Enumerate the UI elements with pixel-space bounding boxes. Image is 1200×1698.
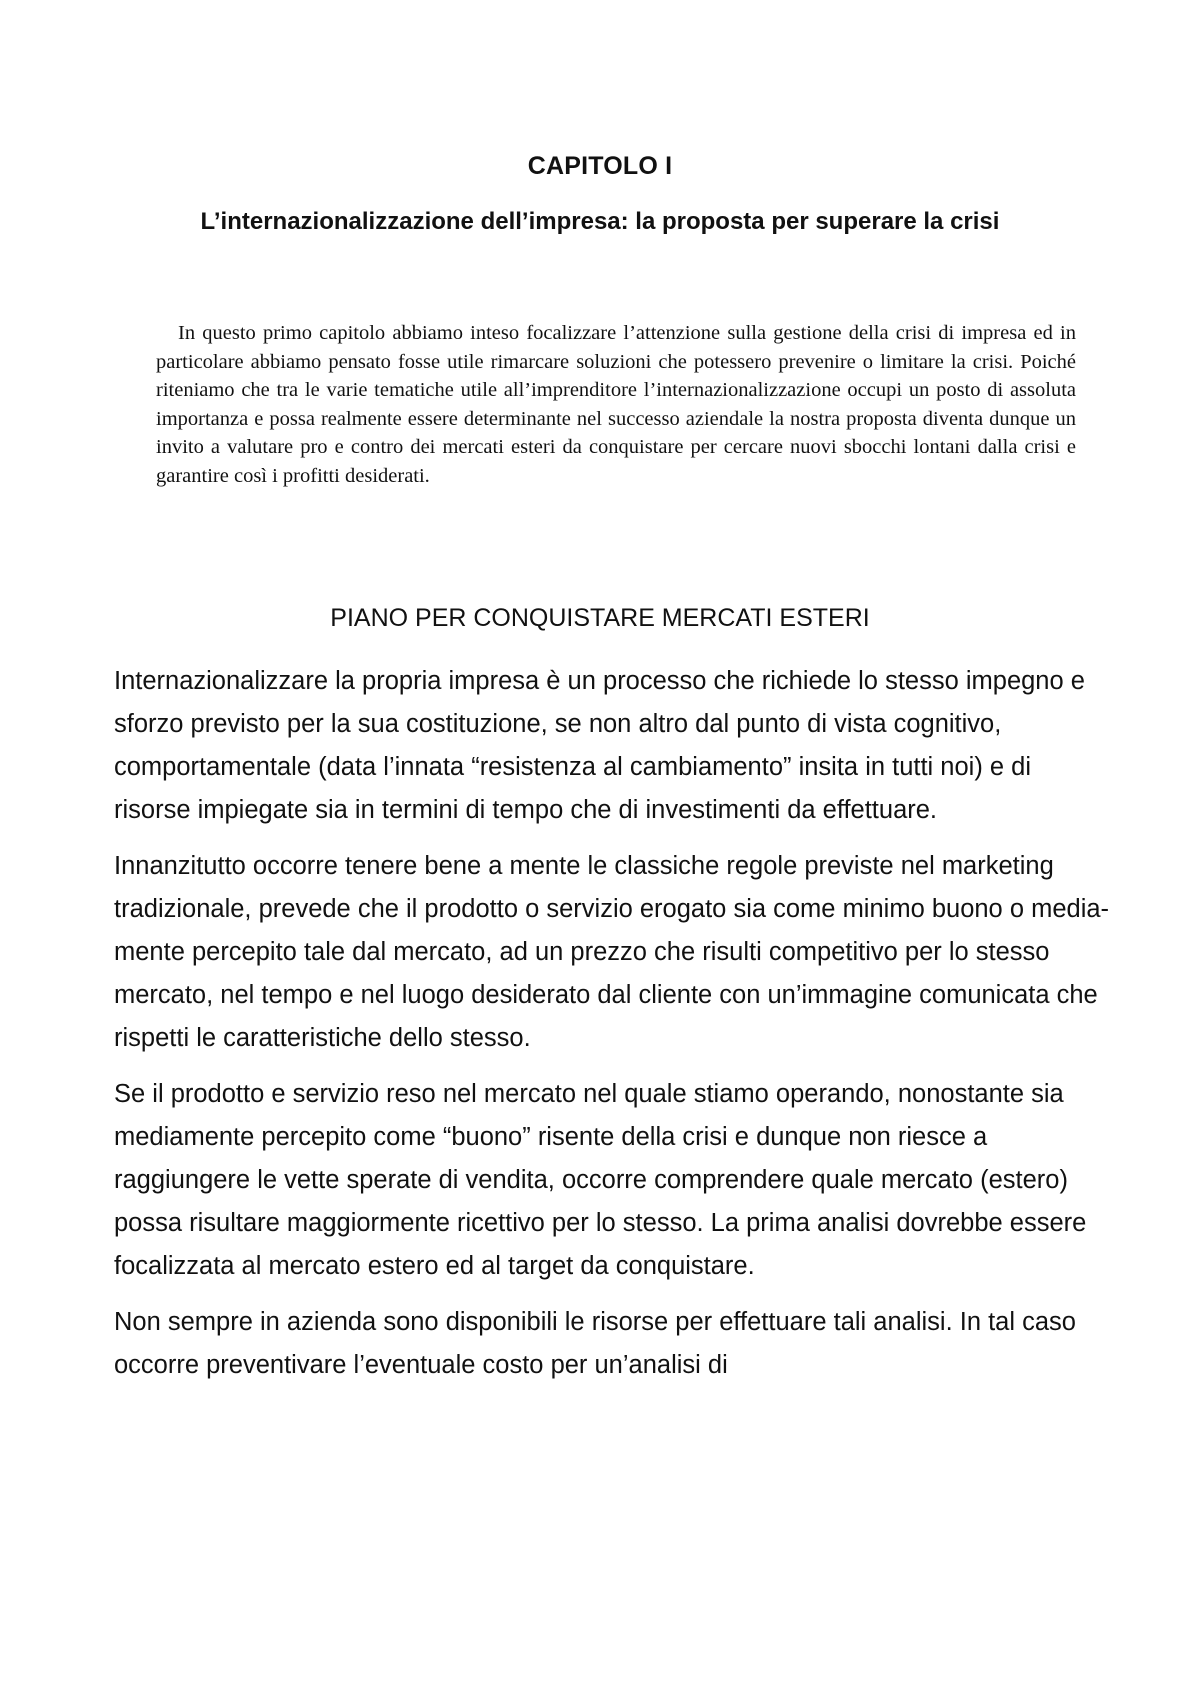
body-paragraph: Internazionalizzare la propria impresa è un processo che richiede lo stesso impegno e sforzo previsto per la sua costituzione, se non altro dal punto di vista cognitivo, comportamentale (data l’innata “resistenza al cambiamento” insita in tutti noi) e di risorse impiegate sia in termini di tempo che di investimenti da effettuare. <box>114 667 1085 824</box>
chapter-title: L’internazionalizzazione dell’impresa: la proposta per superare la crisi <box>200 208 1000 235</box>
section-heading: PIANO PER CONQUISTARE MERCATI ESTERI <box>330 604 870 632</box>
body-text <box>114 660 1114 1400</box>
body-paragraph: Innanzitutto occorre tenere bene a mente le classiche regole previste nel marketing tradizionale, prevede che il prodotto o servizio erogato sia come minimo buono o media- mente percepito tale dal mercato, ad un prezzo che risulti competitivo per lo stesso mercato, nel tempo e nel luogo desiderato dal cliente con un’immagine comunicata che rispetti le caratteristiche dello stesso. <box>114 852 1110 1052</box>
abstract-paragraph: In questo primo capitolo abbiamo inteso focalizzare l’attenzione sulla gestione della crisi di impresa ed in particolare abbiamo pensato fosse utile rimarcare soluzioni che potessero prevenire o limitare la crisi. Poiché riteniamo che tra le varie tematiche utile all’imprenditore l’internazionalizzazione occupi un posto di assoluta importanza e possa realmente essere determinante nel successo aziendale la nostra proposta diventa dunque un invito a valutare pro e contro dei mercati esteri da conquistare per cercare nuovi sbocchi lontani dalla crisi e garantire così i profitti desiderati. <box>156 322 1076 487</box>
chapter-label: CAPITOLO I <box>527 152 673 180</box>
body-paragraph: Non sempre in azienda sono disponibili le risorse per effettuare tali analisi. In tal caso occorre preventivare l’eventuale costo per un’analisi di <box>114 1308 1076 1379</box>
body-paragraph: Se il prodotto e servizio reso nel mercato nel quale stiamo operando, nonostante sia mediamente percepito come “buono” risente della crisi e dunque non riesce a raggiungere le vette sperate di vendita, occorre comprendere quale mercato (estero) possa risultare maggiormente ricettivo per lo stesso. La prima analisi dovrebbe essere focalizzata al mercato estero ed al target da conquistare. <box>114 1080 1087 1280</box>
